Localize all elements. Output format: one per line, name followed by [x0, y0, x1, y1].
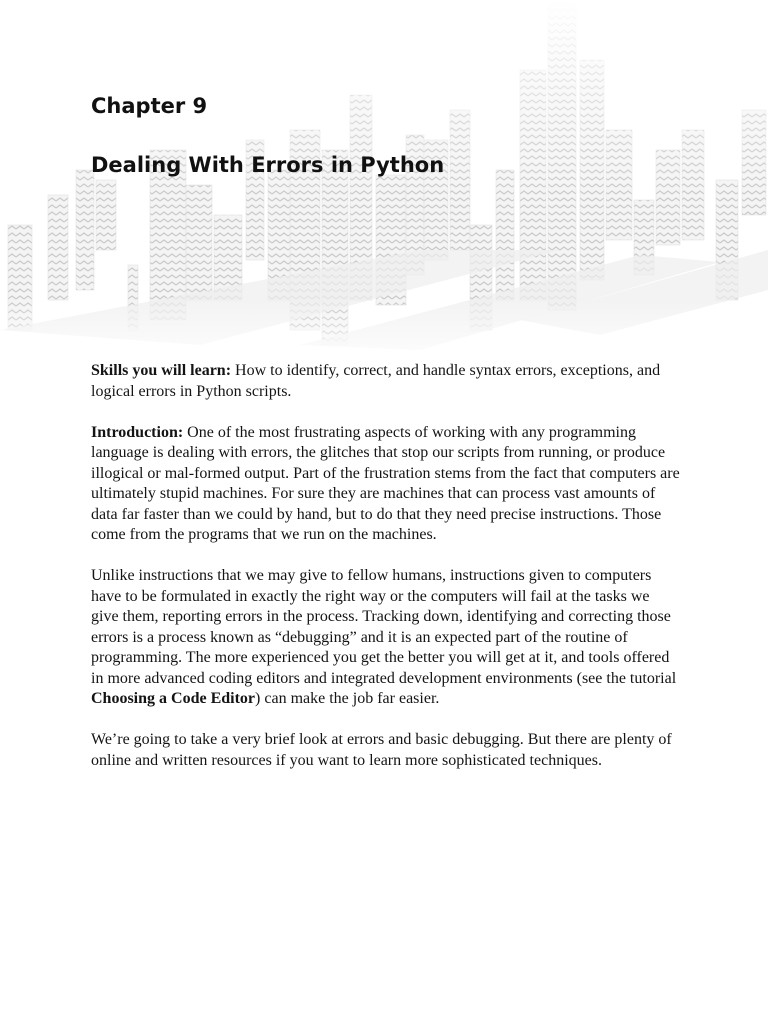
skills-text: How to identify, correct, and handle syntax errors, exceptions, and logical errors in Python scripts.: [91, 362, 661, 400]
introduction-paragraph: [91, 423, 681, 546]
chapter-title: Dealing With Errors in Python: [91, 153, 445, 177]
debugging-text-before: Unlike instructions that we may give to fellow humans, instructions given to computers have to be formulated in exactly the right way or the computers will fail at the tasks we give them, reporting errors in the process. Tracking down, identifying and correcting those errors is a process known as “debugging” and it is an expected part of the routine of programming. The more experienced you get the better you will get at it, and tools offered in more advanced coding editors and integrated development environments (see the tutorial: [91, 567, 677, 687]
chapter-label: Chapter 9: [91, 94, 208, 118]
skills-lead: Skills you will learn:: [91, 362, 232, 379]
code-editor-reference: Choosing a Code Editor: [91, 690, 256, 707]
debugging-paragraph: [91, 566, 681, 710]
decorative-bar-graphic: [0, 0, 768, 370]
introduction-lead: Introduction:: [91, 423, 184, 441]
debugging-text-after: ) can make the job far easier.: [255, 690, 440, 707]
body-text: [91, 361, 681, 792]
resources-paragraph: We’re going to take a very brief look at errors and basic debugging. But there are plenty of online and written resources if you want to learn more sophisticated techniques.: [91, 731, 672, 769]
decorative-bar: [186, 185, 212, 300]
skills-paragraph: [91, 361, 681, 402]
decorative-bar: [48, 195, 68, 300]
introduction-text: One of the most frustrating aspects of working with any programming language is dealing with errors, the glitches that stop our scripts from running, or produce illogical or mal-formed output. Part of the frustration stems from the fact that computers are ultimately stupid machines. For sure they are machines that can process vast amounts of data far faster than we could by hand, but to do that they need precise instructions. Those come from the programs that we run on the machines.: [91, 423, 680, 543]
